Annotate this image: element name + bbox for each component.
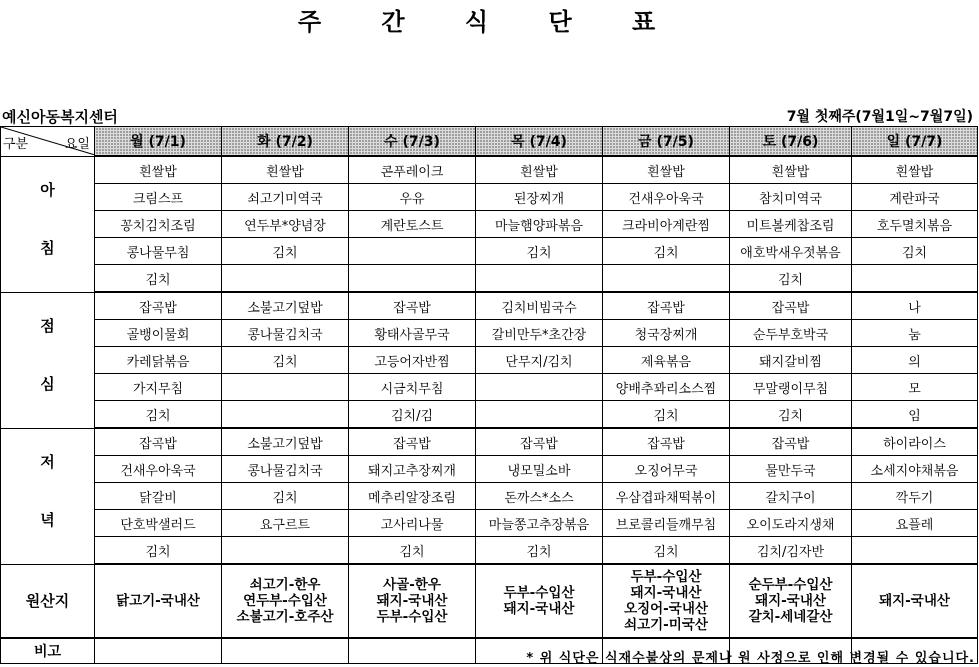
menu-item: 나: [852, 292, 978, 320]
menu-item: 마늘쫑고추장볶음: [476, 510, 603, 537]
menu-item: 참치미역국: [730, 184, 852, 211]
menu-item: 흰쌀밥: [222, 156, 349, 184]
meal-label-top: 저: [40, 452, 55, 471]
menu-row: [1, 483, 978, 510]
menu-item: 우삼겹파채떡볶이: [603, 483, 730, 510]
menu-item: 잡곡밥: [603, 428, 730, 456]
origin-line: 오징어-국내산: [624, 601, 708, 617]
origin-line: 순두부-수입산: [748, 577, 833, 593]
menu-row: [1, 456, 978, 483]
menu-item: [476, 374, 603, 401]
menu-item: 김치: [95, 265, 222, 293]
menu-item: [476, 265, 603, 293]
menu-item: [349, 265, 476, 293]
origin-line: 두부-수입산: [630, 569, 702, 585]
menu-item: [603, 265, 730, 293]
menu-item: 김치: [852, 238, 978, 265]
menu-row: [1, 238, 978, 265]
menu-row: [1, 347, 978, 374]
meal-label: [1, 292, 95, 428]
day-header: 목 (7/4): [476, 127, 603, 157]
menu-item: 김치: [95, 401, 222, 429]
menu-row: [1, 510, 978, 537]
menu-item: 잡곡밥: [95, 292, 222, 320]
menu-row: [1, 265, 978, 293]
menu-item: 건새우아욱국: [603, 184, 730, 211]
menu-item: 브로콜리들깨무침: [603, 510, 730, 537]
menu-item: 잡곡밥: [95, 428, 222, 456]
origin-line: 사골-한우: [383, 577, 441, 593]
origin-cell: [730, 564, 852, 638]
menu-item: 단무지/김치: [476, 347, 603, 374]
origin-line: 돼지-국내산: [755, 593, 826, 609]
menu-item: 요구르트: [222, 510, 349, 537]
menu-item: 깍두기: [852, 483, 978, 510]
menu-item: 우유: [349, 184, 476, 211]
menu-item: 순두부호박국: [730, 320, 852, 347]
origin-cell: [349, 564, 476, 638]
origin-cell: [222, 564, 349, 638]
menu-item: [852, 265, 978, 293]
menu-item: 김치: [603, 238, 730, 265]
note-cell: [222, 638, 349, 664]
menu-item: 잡곡밥: [730, 428, 852, 456]
menu-item: [222, 374, 349, 401]
menu-item: 계란파국: [852, 184, 978, 211]
menu-item: 김치: [730, 401, 852, 429]
day-header: 금 (7/5): [603, 127, 730, 157]
menu-item: 잡곡밥: [476, 428, 603, 456]
menu-item: 모: [852, 374, 978, 401]
menu-item: 된장찌개: [476, 184, 603, 211]
note-label: 비고: [1, 638, 95, 664]
menu-row: [1, 211, 978, 238]
menu-row: [1, 156, 978, 184]
menu-item: 청국장찌개: [603, 320, 730, 347]
menu-item: 돼지갈비찜: [730, 347, 852, 374]
menu-item: 연두부*양념장: [222, 211, 349, 238]
page-title: 주 간 식 단 표: [297, 8, 682, 36]
origin-line: 닭고기-국내산: [116, 593, 200, 609]
menu-row: [1, 537, 978, 565]
meal-label-bottom: 침: [40, 238, 55, 257]
origin-cell: [95, 564, 222, 638]
menu-row: [1, 374, 978, 401]
menu-item: [222, 265, 349, 293]
origin-cell: [852, 564, 978, 638]
menu-item: 소불고기덮밥: [222, 292, 349, 320]
menu-item: 계란토스트: [349, 211, 476, 238]
menu-item: 건새우아욱국: [95, 456, 222, 483]
menu-item: 의: [852, 347, 978, 374]
menu-item: 갈비만두*초간장: [476, 320, 603, 347]
menu-item: 무말랭이무침: [730, 374, 852, 401]
menu-item: 임: [852, 401, 978, 429]
menu-item: 마늘햄양파볶음: [476, 211, 603, 238]
origin-line: 돼지-국내산: [879, 593, 950, 609]
menu-item: 잡곡밥: [349, 428, 476, 456]
menu-item: 갈치구이: [730, 483, 852, 510]
origin-line: 소불고기-호주산: [236, 609, 334, 625]
week-range: 7월 첫째주(7월1일~7월7일): [786, 109, 973, 125]
meal-label-top: 점: [40, 316, 55, 335]
header-corner: [1, 127, 95, 157]
menu-item: 흰쌀밥: [95, 156, 222, 184]
menu-item: 요플레: [852, 510, 978, 537]
menu-item: 흰쌀밥: [603, 156, 730, 184]
menu-item: 가지무침: [95, 374, 222, 401]
menu-item: 고등어자반찜: [349, 347, 476, 374]
origin-line: 돼지-국내산: [630, 585, 702, 601]
menu-item: [852, 537, 978, 565]
menu-item: 잡곡밥: [349, 292, 476, 320]
menu-item: 돈까스*소스: [476, 483, 603, 510]
menu-item: 애호박새우젓볶음: [730, 238, 852, 265]
menu-item: 김치: [222, 483, 349, 510]
menu-item: 하이라이스: [852, 428, 978, 456]
corner-label-day: 요일: [64, 137, 90, 152]
menu-item: 크림스프: [95, 184, 222, 211]
menu-item: 닭갈비: [95, 483, 222, 510]
menu-item: [222, 401, 349, 429]
day-header: 월 (7/1): [95, 127, 222, 157]
origin-line: 두부-수입산: [376, 609, 448, 625]
menu-item: 김치: [730, 265, 852, 293]
menu-item: 콩나물김치국: [222, 320, 349, 347]
menu-row: [1, 184, 978, 211]
menu-item: 콩나물무침: [95, 238, 222, 265]
note-cell: [349, 638, 476, 664]
menu-item: 김치/김: [349, 401, 476, 429]
origin-line: 두부-수입산: [503, 585, 575, 601]
menu-item: 김치: [222, 347, 349, 374]
meal-label-bottom: 녁: [40, 510, 55, 529]
menu-table: [0, 126, 978, 664]
menu-item: 제육볶음: [603, 347, 730, 374]
menu-item: 김치: [95, 537, 222, 565]
day-header: 토 (7/6): [730, 127, 852, 157]
day-header: 일 (7/7): [852, 127, 978, 157]
meal-label: [1, 156, 95, 292]
origin-cell: [476, 564, 603, 638]
organization-name: 예신아동복지센터: [2, 108, 118, 126]
menu-item: 꽁치김치조림: [95, 211, 222, 238]
menu-item: 눔: [852, 320, 978, 347]
menu-item: 시금치무침: [349, 374, 476, 401]
menu-item: 소불고기덮밥: [222, 428, 349, 456]
menu-item: 김치: [603, 537, 730, 565]
menu-item: 단호박샐러드: [95, 510, 222, 537]
origin-row: [1, 564, 978, 638]
corner-label-category: 구분: [3, 137, 29, 152]
menu-row: [1, 292, 978, 320]
menu-row: [1, 401, 978, 429]
menu-item: [349, 238, 476, 265]
menu-row: [1, 428, 978, 456]
menu-item: [476, 401, 603, 429]
menu-item: 미트볼케찹조림: [730, 211, 852, 238]
menu-item: 김치: [222, 238, 349, 265]
menu-item: 흰쌀밥: [730, 156, 852, 184]
origin-line: 쇠고기-미국산: [624, 617, 708, 633]
menu-item: 고사리나물: [349, 510, 476, 537]
meal-label-top: 아: [40, 180, 55, 199]
menu-item: 잡곡밥: [603, 292, 730, 320]
menu-item: 크라비아계란찜: [603, 211, 730, 238]
origin-line: 갈치-세네갈산: [748, 609, 833, 625]
menu-item: 흰쌀밥: [476, 156, 603, 184]
menu-item: 잡곡밥: [730, 292, 852, 320]
menu-item: 황태사골무국: [349, 320, 476, 347]
menu-item: 냉모밀소바: [476, 456, 603, 483]
menu-item: [222, 537, 349, 565]
origin-line: 돼지-국내산: [376, 593, 448, 609]
origin-line: 연두부-수입산: [243, 593, 327, 609]
menu-item: 오징어무국: [603, 456, 730, 483]
menu-item: 김치: [349, 537, 476, 565]
day-header: 화 (7/2): [222, 127, 349, 157]
menu-item: 골뱅이물회: [95, 320, 222, 347]
menu-item: 돼지고추장찌개: [349, 456, 476, 483]
menu-item: 흰쌀밥: [852, 156, 978, 184]
menu-item: 김치비빔국수: [476, 292, 603, 320]
menu-item: 김치: [603, 401, 730, 429]
origin-cell: [603, 564, 730, 638]
menu-item: 오이도라지생채: [730, 510, 852, 537]
origin-line: 쇠고기-한우: [249, 577, 321, 593]
menu-item: 양배추꽈리소스찜: [603, 374, 730, 401]
menu-item: 김치: [476, 537, 603, 565]
menu-item: 카레닭볶음: [95, 347, 222, 374]
meal-label-bottom: 심: [40, 374, 55, 393]
menu-row: [1, 320, 978, 347]
menu-item: 메추리알장조림: [349, 483, 476, 510]
menu-item: 호두멸치볶음: [852, 211, 978, 238]
origin-label: 원산지: [1, 564, 95, 638]
menu-item: 김치: [476, 238, 603, 265]
menu-item: 소세지야채볶음: [852, 456, 978, 483]
origin-line: 돼지-국내산: [503, 601, 575, 617]
day-header: 수 (7/3): [349, 127, 476, 157]
meal-label: [1, 428, 95, 564]
menu-item: 김치/김자반: [730, 537, 852, 565]
menu-item: 물만두국: [730, 456, 852, 483]
menu-item: 콘푸레이크: [349, 156, 476, 184]
menu-item: 쇠고기미역국: [222, 184, 349, 211]
menu-item: 콩나물김치국: [222, 456, 349, 483]
footer-notice: * 위 식단은 식재수불상의 문제나 원 사정으로 인해 변경될 수 있습니다.: [526, 651, 975, 666]
note-cell: [95, 638, 222, 664]
